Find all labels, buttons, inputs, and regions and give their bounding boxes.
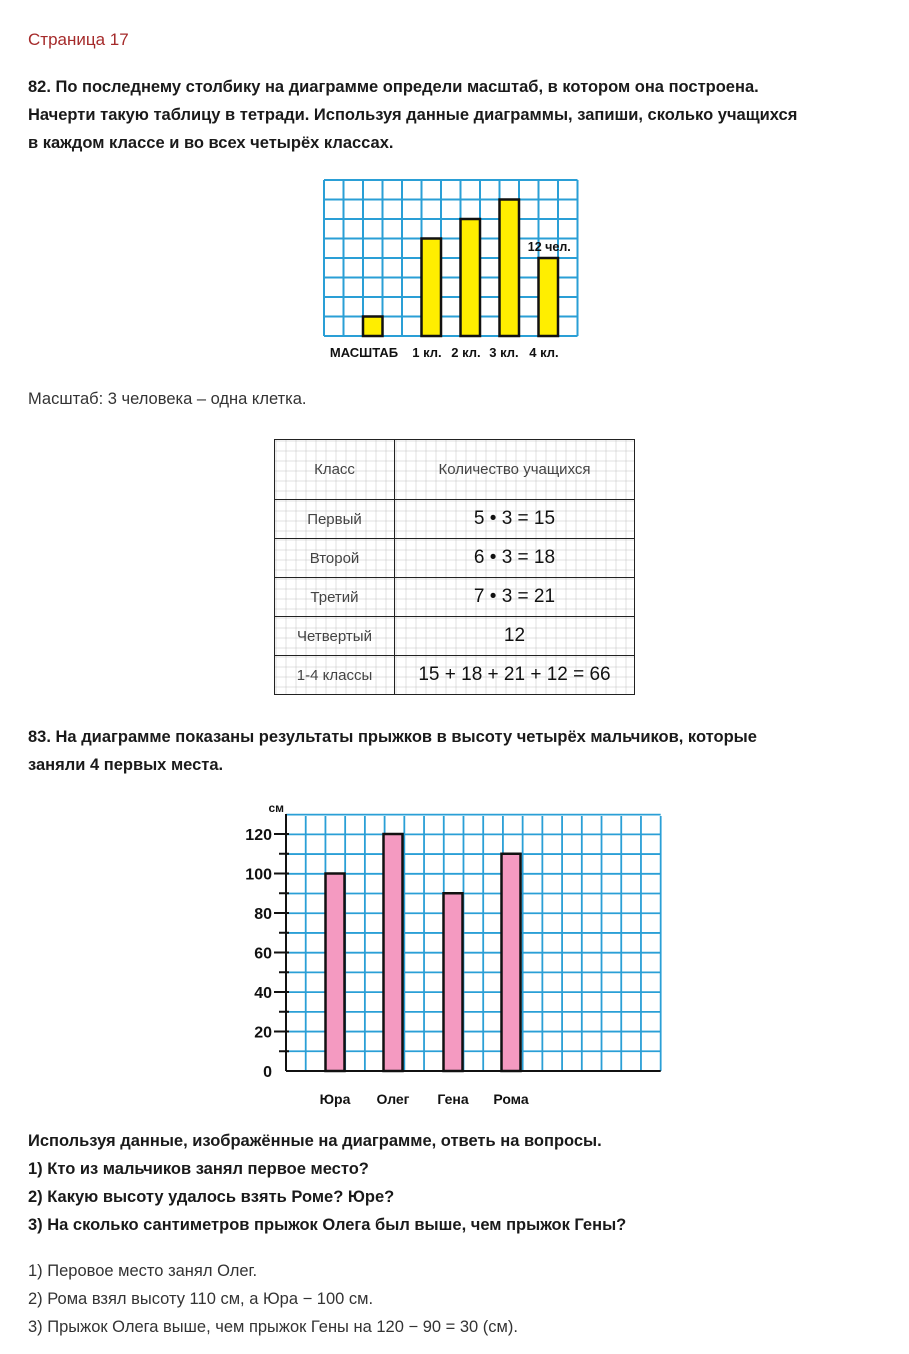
category-label: Рома [493, 1091, 529, 1107]
answers-text [28, 1257, 518, 1341]
table-row [275, 500, 635, 539]
answer-line: 1) Перовое место занял Олег. [28, 1262, 258, 1280]
table-cell-class: Второй [275, 539, 395, 578]
category-label: 3 кл. [489, 345, 519, 360]
task-83-line: 83. На диаграмме показаны результаты прыжков в высоту четырёх мальчиков, которые [28, 728, 757, 746]
bar [461, 219, 481, 336]
class-chart [316, 176, 588, 366]
table-cell-count: 6 • 3 = 18 [395, 539, 635, 578]
answer-line: 3) Прыжок Олега выше, чем прыжок Гены на 120 − 90 = 30 (см). [28, 1318, 518, 1336]
y-tick-label: 120 [245, 827, 272, 844]
task-82-line: Начерти такую таблицу в тетради. Используя данные диаграммы, запиши, сколько учащихся [28, 106, 798, 124]
table-cell-count: 12 [395, 617, 635, 656]
bar [539, 258, 559, 336]
questions-text [28, 1127, 626, 1239]
bar [384, 834, 403, 1071]
category-label: 4 кл. [529, 345, 559, 360]
question-line: 2) Какую высоту удалось взять Роме? Юре? [28, 1188, 395, 1206]
scale-text: Масштаб: 3 человека – одна клетка. [28, 390, 307, 408]
bar [363, 317, 383, 337]
table-cell-count: 7 • 3 = 21 [395, 578, 635, 617]
category-label: Гена [437, 1091, 469, 1107]
bar [444, 893, 463, 1071]
annotation-label: 12 чел. [527, 240, 571, 254]
y-tick-label: 100 [245, 866, 272, 884]
y-axis-unit-label: см [268, 801, 284, 815]
task-82-line: 82. По последнему столбику на диаграмме определи масштаб, в котором она построена. [28, 78, 759, 96]
category-label: Олег [376, 1091, 410, 1107]
y-tick-label: 40 [254, 985, 272, 1002]
task-82-line: в каждом классе и во всех четырёх классах. [28, 134, 394, 152]
table-header-cell: Количество учащихся [395, 440, 635, 500]
table-cell-count: 15 + 18 + 21 + 12 = 66 [395, 656, 635, 695]
y-tick-label: 0 [263, 1064, 272, 1081]
question-line: 1) Кто из мальчиков занял первое место? [28, 1160, 369, 1178]
question-line: 3) На сколько сантиметров прыжок Олега был выше, чем прыжок Гены? [28, 1216, 627, 1234]
table-row [275, 617, 635, 656]
jump-chart [240, 796, 665, 1114]
table-row [275, 539, 635, 578]
table-cell-class: 1-4 классы [275, 656, 395, 695]
table-cell-count: 5 • 3 = 15 [395, 500, 635, 539]
table-cell-class: Первый [275, 500, 395, 539]
category-label: 1 кл. [412, 345, 442, 360]
bar [502, 854, 521, 1071]
bar [500, 200, 520, 337]
category-label: МАСШТАБ [329, 345, 399, 360]
answer-line: 2) Рома взял высоту 110 см, а Юра − 100 см. [28, 1290, 374, 1308]
table-cell-class: Третий [275, 578, 395, 617]
y-tick-label: 80 [254, 906, 272, 923]
bar [422, 239, 442, 337]
question-line: Используя данные, изображённые на диаграмме, ответь на вопросы. [28, 1132, 602, 1150]
bar [326, 874, 345, 1072]
students-table [274, 439, 635, 695]
page-label: Страница 17 [28, 30, 129, 49]
table-row [275, 656, 635, 695]
category-label: Юра [319, 1091, 351, 1107]
table-cell-class: Четвертый [275, 617, 395, 656]
y-tick-label: 20 [254, 1024, 272, 1042]
task-83-line: заняли 4 первых места. [28, 756, 224, 774]
task-82-text [28, 73, 797, 157]
table-row [275, 578, 635, 617]
y-tick-label: 60 [254, 945, 272, 963]
table-header-row [275, 440, 635, 500]
task-83-text [28, 723, 757, 779]
category-label: 2 кл. [451, 345, 481, 360]
table-header-cell: Класс [275, 440, 395, 500]
